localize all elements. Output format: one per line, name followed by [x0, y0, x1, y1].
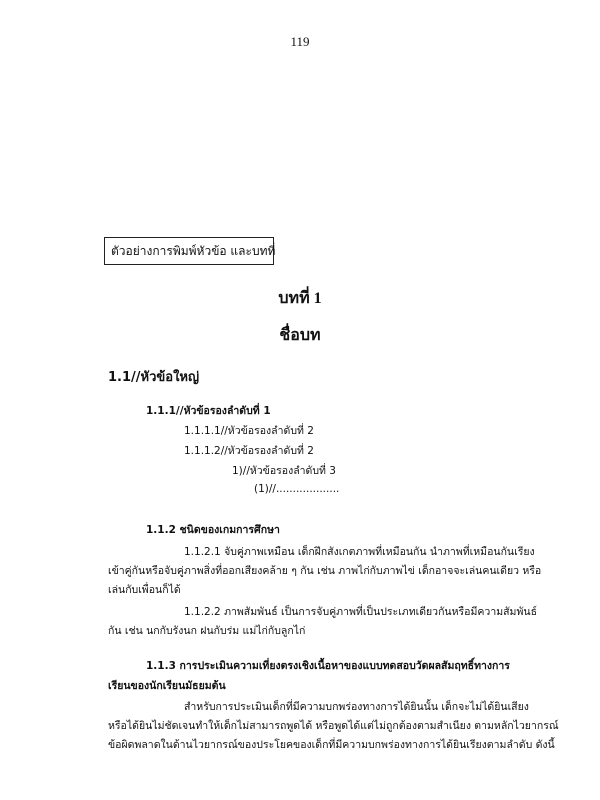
- heading-level-3a: 1.1.1.1//หัวข้อรองลำดับที่ 2: [184, 425, 314, 437]
- section-112-para2-line2: กัน เช่น นกกับรังนก ฝนกับร่ม แม่ไก่กับลูกไก่: [108, 625, 306, 637]
- example-label-box: ตัวอย่างการพิมพ์หัวข้อ และบทที่: [104, 237, 274, 265]
- heading-level-1: 1.1//หัวข้อใหญ่: [108, 370, 200, 385]
- page-number: 119: [290, 34, 310, 49]
- section-113-para-line2: หรือได้ยินไม่ชัดเจนทำให้เด็กไม่สามารถพูดได้ หรือพูดได้แต่ไม่ถูกต้องตามสำเนียง ตามหลักไวยากรณ์: [108, 720, 559, 732]
- heading-level-3b: 1.1.1.2//หัวข้อรองลำดับที่ 2: [184, 445, 314, 457]
- heading-level-4: 1)//หัวข้อรองลำดับที่ 3: [232, 465, 336, 477]
- heading-level-5: (1)//...................: [254, 483, 340, 495]
- section-112-para1-line3: เล่นกับเพื่อนก็ได้: [108, 584, 181, 596]
- chapter-number: บทที่ 1: [278, 290, 322, 307]
- section-112-para1-line1: 1.1.2.1 จับคู่ภาพเหมือน เด็กฝึกสังเกตภาพที่เหมือนกัน นำภาพที่เหมือนกันเรียง: [184, 546, 535, 558]
- heading-level-2: 1.1.1//หัวข้อรองลำดับที่ 1: [146, 405, 271, 417]
- section-113-para-line1: สำหรับการประเมินเด็กที่มีความบกพร่องทางการได้ยินนั้น เด็กจะไม่ได้ยินเสียง: [184, 701, 529, 713]
- section-113-para-line3: ข้อผิดพลาดในด้านไวยากรณ์ของประโยคของเด็กที่มีความบกพร่องทางการได้ยินเรียงตามลำดับ ดังนี้: [108, 739, 555, 751]
- chapter-title: ชื่อบท: [279, 327, 321, 344]
- section-112-para2-line1: 1.1.2.2 ภาพสัมพันธ์ เป็นการจับคู่ภาพที่เป็นประเภทเดียวกันหรือมีความสัมพันธ์: [184, 606, 537, 618]
- section-112-heading: 1.1.2 ชนิดของเกมการศึกษา: [146, 524, 280, 536]
- section-113-heading-line2: เรียนของนักเรียนมัธยมต้น: [108, 680, 226, 692]
- section-113-heading-line1: 1.1.3 การประเมินความเที่ยงตรงเชิงเนื้อหาของแบบทดสอบวัดผลสัมฤทธิ์ทางการ: [146, 660, 510, 672]
- section-112-para1-line2: เข้าคู่กันหรือจับคู่ภาพสิ่งที่ออกเสียงคล้าย ๆ กัน เช่น ภาพไก่กับภาพไข่ เด็กอาจจะเล่นคนเดียว หรือ: [108, 565, 542, 577]
